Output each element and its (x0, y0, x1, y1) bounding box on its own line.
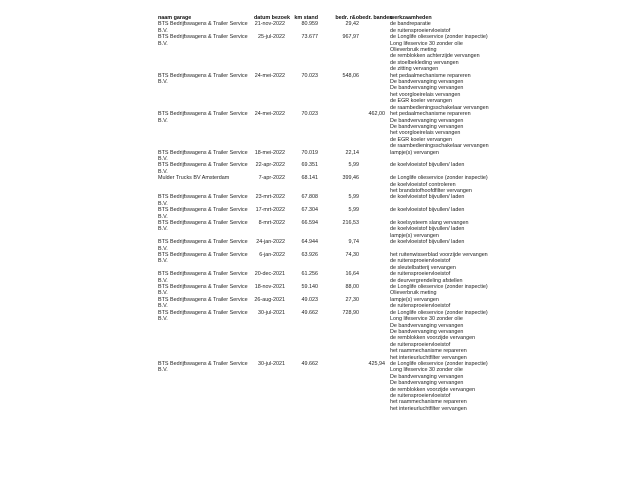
col-header-naam-garage: naam garage (158, 15, 192, 21)
cell-km-stand: 68.141 (301, 175, 318, 182)
cell-werkzaamheden (390, 162, 490, 168)
work-item: de koelsysteem slang vervangen (390, 220, 469, 226)
cell-werkzaamheden (390, 73, 490, 111)
cell-km-stand: 49.023 (301, 296, 318, 303)
work-item: de Longlife olieservice (zonder inspectie) (390, 309, 488, 316)
cell-km-stand: 69.351 (301, 162, 318, 169)
cell-bedr-banden: 462,00 (368, 111, 385, 118)
table-row (158, 361, 492, 412)
table-row (158, 34, 492, 72)
work-item: het brandstofhoofdfilter vervangen (390, 187, 472, 194)
col-header-km-stand: km stand (294, 15, 318, 21)
table-row (158, 297, 492, 310)
cell-datum-bezoek: 26-aug-2021 (254, 296, 285, 303)
cell-naam-garage: BTS Bedrijfswagens & Trailer Service B.V. (158, 296, 248, 310)
work-item: de Longlife olieservice (zonder inspectie) (390, 34, 488, 41)
work-item: de koelvloeistof bijvullen/ laden (390, 239, 465, 246)
work-item: De bandvervanging vervangen (390, 123, 464, 130)
cell-naam-garage: BTS Bedrijfswagens & Trailer Service B.V. (158, 239, 248, 252)
work-item: de koelvloeistof bijvullen/ laden (390, 207, 465, 214)
cell-datum-bezoek: 6-jan-2022 (259, 252, 285, 259)
work-item: de ruitensproeiervloeistof (390, 271, 451, 278)
col-header-werkzaamheden: werkzaamheden (390, 15, 432, 21)
cell-datum-bezoek: 24-mei-2022 (254, 111, 285, 118)
cell-km-stand: 63.926 (301, 252, 318, 259)
table-row (158, 252, 492, 271)
work-item: de koelvloeistof bijvullen/ laden (390, 226, 465, 233)
work-item: Long lifeservice 30 zonder olie (390, 40, 463, 47)
work-item: de Longlife olieservice (zonder inspectie) (390, 360, 488, 367)
cell-bedr-ro: 967,97 (342, 34, 359, 41)
cell-naam-garage: BTS Bedrijfswagens & Trailer Service B.V. (158, 72, 248, 86)
cell-km-stand: 49.662 (301, 309, 318, 316)
cell-bedr-ro: 27,30 (345, 296, 359, 303)
cell-werkzaamheden (390, 207, 490, 213)
cell-bedr-ro: 22,14 (345, 149, 359, 156)
cell-datum-bezoek: 23-mrt-2022 (255, 194, 285, 201)
work-item: de ruitensproeiervloeistof (390, 27, 451, 34)
work-item: de remblokken voorzijde vervangen (390, 386, 476, 393)
cell-bedr-ro: 5,99 (348, 194, 359, 201)
cell-bedr-ro: 399,46 (342, 175, 359, 182)
cell-werkzaamheden (390, 239, 490, 245)
work-item: de EGR koeler vervangen (390, 136, 453, 143)
cell-naam-garage: Mulder Trucks BV Amsterdam (158, 175, 230, 182)
work-item: het pedaalmechanisme repareren (390, 72, 471, 79)
table-row (158, 150, 492, 163)
work-item: het interieurluchtfilter vervangen (390, 354, 467, 361)
cell-bedr-banden: 425,94 (368, 360, 385, 367)
cell-km-stand: 80.959 (301, 21, 318, 28)
work-item: De bandvervanging vervangen (390, 79, 464, 86)
work-item: de zitting vervangen (390, 66, 439, 73)
cell-km-stand: 73.677 (301, 34, 318, 41)
cell-datum-bezoek: 25-jul-2022 (258, 34, 285, 41)
work-item: De bandvervanging vervangen (390, 85, 464, 92)
work-item: de koelvloeistof controleren (390, 181, 456, 188)
col-header-datum-bezoek: datum bezoek (254, 15, 290, 21)
cell-werkzaamheden (390, 284, 490, 297)
work-item: het raammechanisme repareren (390, 348, 467, 355)
cell-km-stand: 66.594 (301, 220, 318, 226)
work-item: de Longlife olieservice (zonder inspectie) (390, 175, 488, 182)
cell-datum-bezoek: 30-jul-2021 (258, 309, 285, 316)
cell-werkzaamheden (390, 150, 490, 156)
cell-bedr-ro: 74,30 (345, 252, 359, 259)
cell-naam-garage: BTS Bedrijfswagens & Trailer Service B.V. (158, 111, 248, 124)
cell-datum-bezoek: 18-nov-2021 (254, 284, 285, 291)
cell-km-stand: 67.304 (301, 207, 318, 214)
table-row (158, 21, 492, 34)
work-item: De bandvervanging vervangen (390, 322, 464, 329)
cell-bedr-ro: 548,06 (342, 72, 359, 79)
cell-werkzaamheden (390, 34, 490, 72)
cell-naam-garage: BTS Bedrijfswagens & Trailer Service B.V. (158, 21, 248, 34)
work-item: de EGR koeler vervangen (390, 98, 453, 105)
table-row (158, 239, 492, 252)
cell-werkzaamheden (390, 252, 490, 271)
cell-naam-garage: BTS Bedrijfswagens & Trailer Service B.V. (158, 309, 248, 323)
cell-werkzaamheden (390, 175, 490, 194)
cell-werkzaamheden (390, 310, 490, 361)
work-item: de raambedieningsschakelaar vervangen (390, 104, 489, 111)
col-header-bedr-banden: bedr. banden (359, 15, 393, 21)
cell-werkzaamheden (390, 111, 490, 149)
table-row (158, 194, 492, 207)
table-row (158, 162, 492, 175)
work-item: lampje(s) vervangen (390, 296, 439, 303)
cell-werkzaamheden (390, 220, 490, 239)
table-row (158, 284, 492, 297)
cell-km-stand: 67.808 (301, 194, 318, 201)
cell-naam-garage: BTS Bedrijfswagens & Trailer Service B.V. (158, 194, 248, 207)
cell-km-stand: 70.023 (301, 72, 318, 79)
work-item: de stoelbekleding vervangen (390, 59, 459, 66)
table-row (158, 220, 492, 239)
work-item: De bandvervanging vervangen (390, 380, 464, 387)
work-item: de koelvloeistof bijvullen/ laden (390, 194, 465, 201)
cell-km-stand: 59.140 (301, 284, 318, 291)
table-row (158, 111, 492, 149)
cell-bedr-ro: 5,99 (348, 162, 359, 169)
work-item: de ruitensproeiervloeistof (390, 392, 451, 399)
work-item: de remblokken achterzijde vervangen (390, 53, 480, 60)
cell-naam-garage: BTS Bedrijfswagens & Trailer Service B.V. (158, 149, 248, 162)
work-item: de deurvergrendeling afstellen (390, 277, 463, 284)
cell-naam-garage: BTS Bedrijfswagens & Trailer Service B.V. (158, 220, 248, 233)
cell-datum-bezoek: 8-mrt-2022 (258, 220, 285, 226)
cell-naam-garage: BTS Bedrijfswagens & Trailer Service B.V. (158, 207, 248, 220)
cell-bedr-ro: 5,99 (348, 207, 359, 214)
cell-werkzaamheden (390, 21, 490, 34)
work-item: de bandreparatie (390, 21, 431, 28)
cell-naam-garage: BTS Bedrijfswagens & Trailer Service B.V. (158, 360, 248, 374)
work-item: De bandvervanging vervangen (390, 117, 464, 124)
cell-datum-bezoek: 17-mrt-2022 (255, 207, 285, 214)
cell-km-stand: 70.023 (301, 111, 318, 118)
work-item: het pedaalmechanisme repareren (390, 111, 471, 118)
cell-datum-bezoek: 18-mei-2022 (254, 149, 285, 156)
table-row (158, 175, 492, 194)
cell-datum-bezoek: 24-jan-2022 (256, 239, 285, 246)
work-item: De bandvervanging vervangen (390, 328, 464, 335)
cell-datum-bezoek: 21-nov-2022 (254, 21, 285, 28)
work-item: de ruitensproeiervloeistof (390, 258, 451, 265)
work-item: de raambedieningsschakelaar vervangen (390, 143, 489, 150)
cell-naam-garage: BTS Bedrijfswagens & Trailer Service B.V. (158, 252, 248, 265)
work-item: Olieverbruik meting (390, 290, 437, 297)
cell-naam-garage: BTS Bedrijfswagens & Trailer Service B.V. (158, 271, 248, 284)
table-row (158, 271, 492, 284)
work-item: het ruitenwisserblad voorzijde vervangen (390, 252, 488, 259)
work-item: het raammechanisme repareren (390, 399, 467, 406)
cell-datum-bezoek: 20-dec-2021 (254, 271, 285, 278)
col-header-bedr-ro: bedr. r&o (335, 15, 359, 21)
cell-bedr-ro: 728,90 (342, 309, 359, 316)
cell-km-stand: 70.019 (301, 149, 318, 156)
work-item: de ruitensproeiervloeistof (390, 303, 451, 310)
cell-datum-bezoek: 24-mei-2022 (254, 72, 285, 79)
work-item: de koelvloeistof bijvullen/ laden (390, 162, 465, 169)
cell-bedr-ro: 16,64 (345, 271, 359, 278)
work-item: lampje(s) vervangen (390, 232, 439, 239)
work-item: de sleutelbatterij vervangen (390, 264, 456, 271)
work-item: De bandvervanging vervangen (390, 373, 464, 380)
cell-werkzaamheden (390, 297, 490, 310)
work-item: Olieverbruik meting (390, 47, 437, 54)
cell-bedr-ro: 88,00 (345, 284, 359, 291)
work-item: het interieurluchtfilter vervangen (390, 405, 467, 412)
cell-bedr-ro: 216,53 (342, 220, 359, 226)
table-row (158, 310, 492, 361)
cell-werkzaamheden (390, 271, 490, 284)
maintenance-table (158, 15, 492, 412)
work-item: Long lifeservice 30 zonder olie (390, 316, 463, 323)
cell-datum-bezoek: 30-jul-2021 (258, 360, 285, 367)
work-item: de ruitensproeiervloeistof (390, 341, 451, 348)
cell-km-stand: 61.256 (301, 271, 318, 278)
work-item: Long lifeservice 30 zonder olie (390, 367, 463, 374)
work-item: het voorgloeirelais vervangen (390, 91, 461, 98)
work-item: de remblokken voorzijde vervangen (390, 335, 476, 342)
cell-bedr-ro: 9,74 (348, 239, 359, 246)
work-item: de Longlife olieservice (zonder inspectie) (390, 284, 488, 291)
cell-naam-garage: BTS Bedrijfswagens & Trailer Service B.V. (158, 284, 248, 297)
cell-naam-garage: BTS Bedrijfswagens & Trailer Service B.V. (158, 34, 248, 47)
cell-werkzaamheden (390, 361, 490, 412)
cell-km-stand: 49.662 (301, 360, 318, 367)
cell-naam-garage: BTS Bedrijfswagens & Trailer Service B.V. (158, 162, 248, 175)
cell-bedr-ro: 29,42 (345, 21, 359, 28)
work-item: lampje(s) vervangen (390, 149, 439, 156)
cell-datum-bezoek: 22-apr-2022 (255, 162, 285, 169)
cell-datum-bezoek: 7-apr-2022 (258, 175, 285, 182)
cell-werkzaamheden (390, 194, 490, 200)
table-row (158, 207, 492, 220)
cell-km-stand: 64.944 (301, 239, 318, 246)
work-item: het voorgloeirelais vervangen (390, 130, 461, 137)
table-row (158, 73, 492, 111)
